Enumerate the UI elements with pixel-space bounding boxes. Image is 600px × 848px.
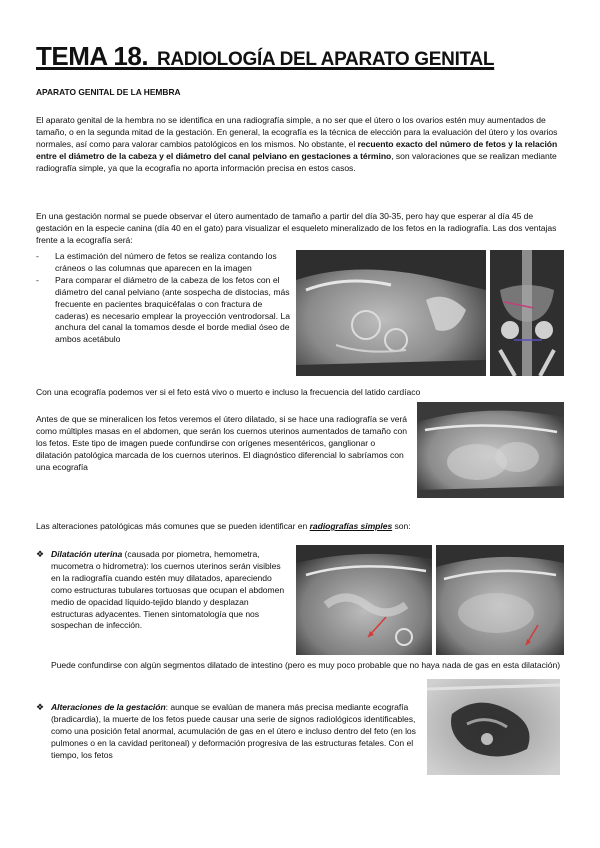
- xray-lateral-pregnancy-image: [296, 250, 486, 376]
- item-uterine-dilation-text: (causada por piometra, hemometra, mucometra o hidrometra): los cuernos uterinos serán visibles en la radiografía cuando estén muy dilatados, apareciendo como estructuras tubulares tortuosas que ocupan el abdomen medio de opacidad líquido-tejido blando y desplazan estructuras adyacentes. Tienen sintomatología que nos sospechan de infección.: [51, 549, 285, 631]
- title-number: TEMA 18.: [36, 41, 149, 71]
- list-item-text: La estimación del número de fetos se realiza contando los cráneos o las columnas que aparecen en la imagen: [55, 251, 277, 273]
- intro-text-a: El aparato genital de la hembra no se identifica en una radiografía simple, a no ser que el útero o los ovarios estén muy aumentados de tamaño, o en la segunda mitad de la gestación. En general, la ecografía es la técnica de elección para la evaluación del útero y los ovarios normales, así como para valorar cambios patológicos en los mismos. No obstante, el: [36, 115, 558, 149]
- xray-pyometra-image-2: [436, 545, 564, 655]
- diamond-bullet-icon: ❖: [36, 702, 45, 712]
- list-item-text: Para comparar el diámetro de la cabeza de los fetos con el diámetro del canal pelviano (ante sospecha de distocias, más frecuente en pacientes braquicéfalas o con fractura de caderas) es necesario emplear la proyección ventrodorsal. La anchura del canal la tomamos desde el borde medial óseo de ambos acetábulo: [55, 274, 291, 345]
- item-gestation-text: : aunque se evalúan de manera más precisa mediante ecografía (bradicardia), la muerte de los fetos puede causar una serie de signos radiológicos identificables, como una posición fetal anormal, acumulación de gas en el útero e incluso dentro del feto (en los pulmones o en la cavidad peritoneal) y deformación progresiva de las estructuras fetales. Con el tiempo, los fetos: [51, 702, 416, 760]
- xray-ventrodorsal-pelvis-image: [490, 250, 564, 376]
- xray-gestation-alteration-image: [427, 679, 560, 775]
- paragraph-gestation: En una gestación normal se puede observar el útero aumentado de tamaño a partir del día 30-35, pero hay que esperar al día 45 de gestación en la especie canina (día 40 en el gato) para visualizar el esqueleto mineralizado de los fetos en la radiografía. Las dos ventajas frente a la ecografía será:: [36, 211, 557, 245]
- item-gestation-label: Alteraciones de la gestación: [51, 702, 166, 712]
- section-heading: APARATO GENITAL DE LA HEMBRA: [36, 87, 181, 97]
- item-uterine-dilation-note: Puede confundirse con algún segmentos dilatado de intestino (pero es muy poco probable que no haya nada de gas en esta dilatación): [51, 660, 561, 670]
- diamond-bullet-icon: ❖: [36, 549, 45, 559]
- pathologies-text-a: Las alteraciones patológicas más comunes que se pueden identificar en: [36, 521, 310, 531]
- item-gestation-alterations: [51, 702, 421, 762]
- pathologies-text-b: son:: [392, 521, 411, 531]
- intro-text-b: , son valoraciones que se realizan mediante radiografía simple, ya que la ecografía no aporta información precisa en estos casos.: [36, 150, 557, 173]
- page-title: [36, 40, 566, 74]
- xray-pyometra-image-1: [296, 545, 432, 655]
- paragraph-uterus-dilated: Antes de que se mineralicen los fetos veremos el útero dilatado, si se hace una radiografía se verá como múltiples masas en el abdomen, que serán los cuernos uterinos aumentados de tamaño con los fetos. Este tipo de imagen puede confundirse con orígenes mesentéricos, ganglionar o dilatación patológica marcada de los cuernos uterinos. El diagnóstico diferencial lo sabríamos con una ecografía: [36, 414, 408, 472]
- pathologies-emphasis: radiografías simples: [309, 521, 393, 531]
- xray-dilated-uterus-image: [417, 402, 564, 498]
- list-item: [36, 251, 294, 275]
- advantages-list: [36, 251, 294, 346]
- item-uterine-dilation: [51, 549, 291, 632]
- item-uterine-dilation-label: Dilatación uterina: [51, 549, 123, 559]
- list-item: [36, 275, 294, 346]
- title-text: RADIOLOGÍA DEL APARATO GENITAL: [156, 49, 495, 70]
- paragraph-ultrasound: Con una ecografía podemos ver si el feto está vivo o muerto e incluso la frecuencia del latido cardíaco: [36, 387, 421, 397]
- intro-bold: recuento exacto del número de fetos y la relación entre el diámetro de la cabeza y el diámetro del canal pelviano en gestaciones a término: [36, 138, 558, 161]
- paragraph-intro: [36, 115, 564, 175]
- paragraph-pathologies-intro: [36, 521, 564, 533]
